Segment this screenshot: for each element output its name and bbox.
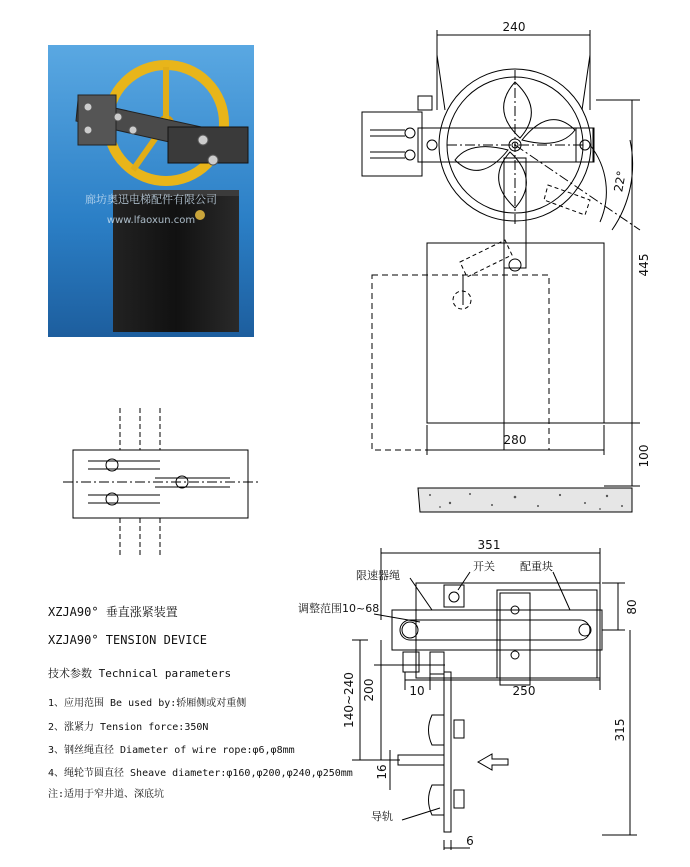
dim-100: 100 xyxy=(637,444,651,468)
title-en: XZJA90° TENSION DEVICE xyxy=(48,633,207,647)
dim-16: 16 xyxy=(375,764,389,780)
dim-315: 315 xyxy=(613,718,627,742)
dim-6: 6 xyxy=(466,834,474,848)
label-governor-rope: 限速器绳 xyxy=(356,569,400,582)
params-heading: 技术参数 Technical parameters xyxy=(48,667,232,680)
dim-80: 80 xyxy=(625,599,639,615)
watermark-url: www.lfaoxun.com xyxy=(106,215,196,226)
dim-22: 22° xyxy=(611,169,629,193)
label-adjust-range: 调整范围10~68 xyxy=(298,602,380,615)
label-guide-rail: 导轨 xyxy=(371,810,393,823)
dim-351: 351 xyxy=(477,538,501,552)
dim-200: 200 xyxy=(362,678,376,702)
dim-10: 10 xyxy=(409,684,425,698)
param-item: 4、绳轮节圆直径 Sheave diameter:φ160,φ200,φ240,φ250mm xyxy=(48,768,353,779)
dim-250: 250 xyxy=(512,684,536,698)
title-cn: XZJA90° 垂直涨紧装置 xyxy=(48,605,178,619)
param-item: 3、钢丝绳直径 Diameter of wire rope:φ6,φ8mm xyxy=(48,745,295,756)
dim-280: 280 xyxy=(503,433,527,447)
param-note: 注:适用于窄井道、深底坑 xyxy=(48,789,165,800)
dim-140-240: 140~240 xyxy=(342,672,356,728)
dim-240: 240 xyxy=(502,20,526,34)
param-item: 2、涨紧力 Tension force:350N xyxy=(48,722,209,733)
dim-445: 445 xyxy=(637,253,651,277)
param-item: 1、应用范围 Be used by:轿厢侧或对重侧 xyxy=(48,698,247,709)
watermark-cn: 廊坊奥迅电梯配件有限公司 xyxy=(85,193,217,206)
label-switch: 开关 xyxy=(473,560,495,573)
label-counterweight: 配重块 xyxy=(520,560,553,573)
